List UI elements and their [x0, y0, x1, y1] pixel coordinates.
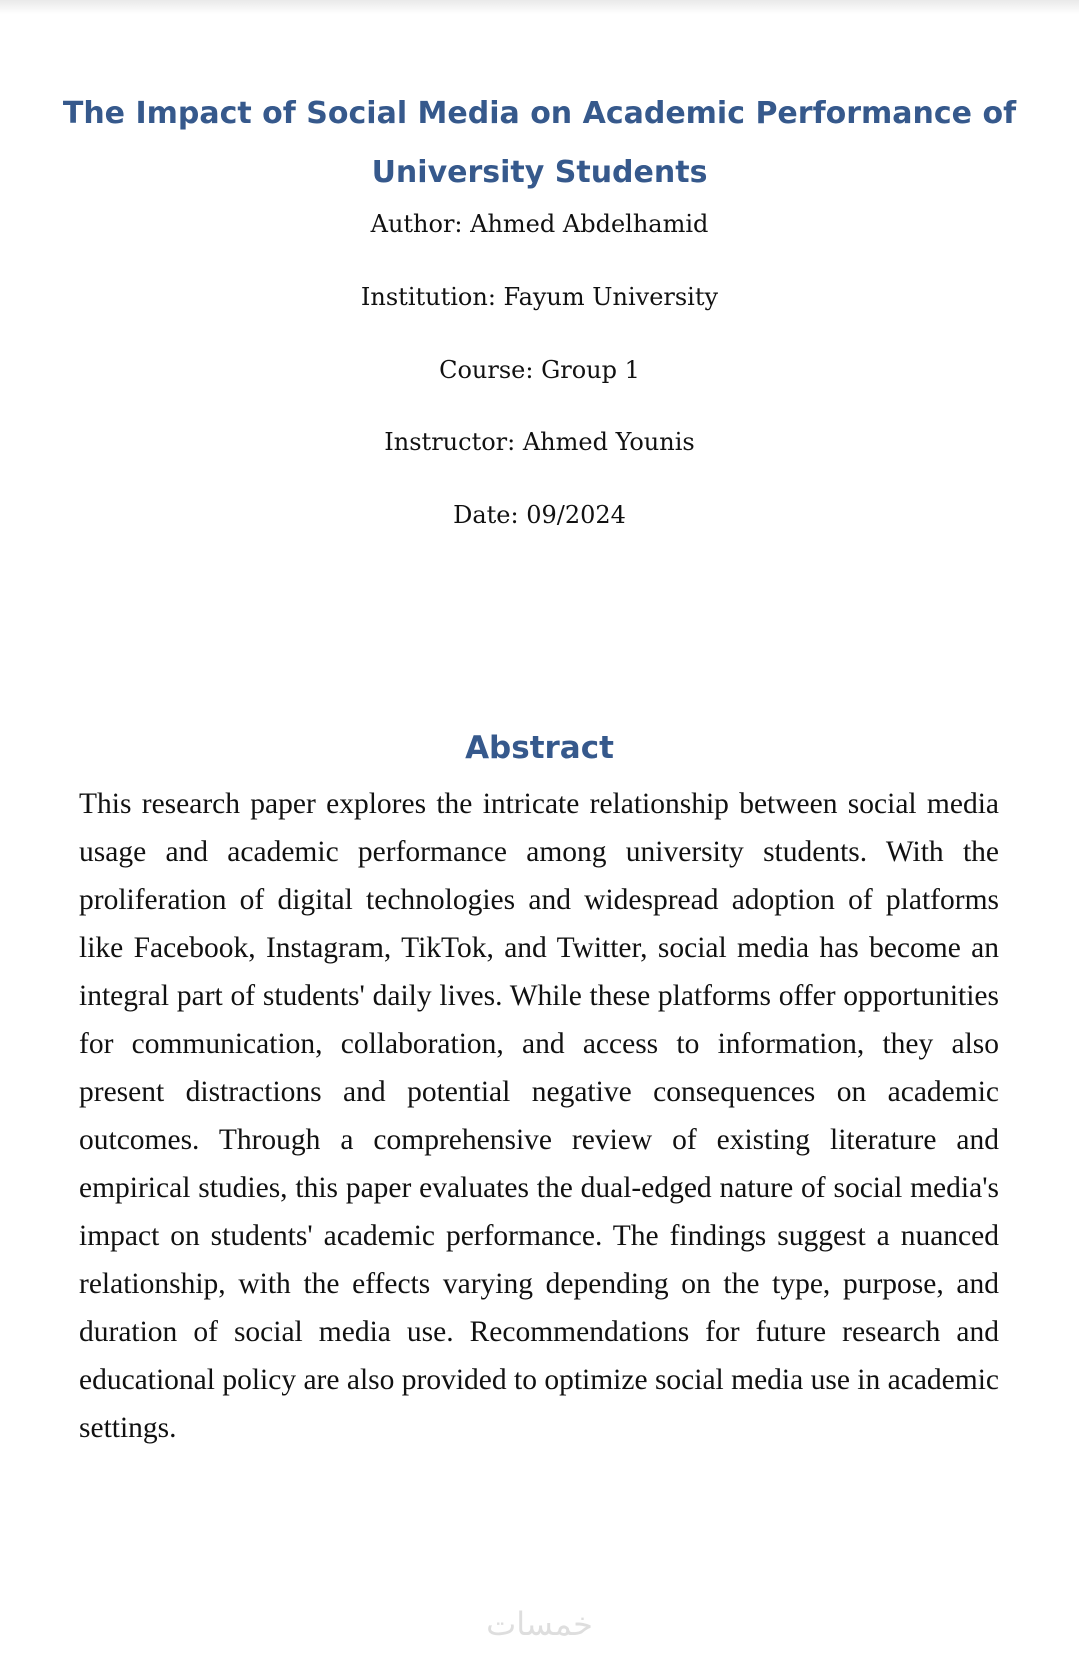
abstract-body: This research paper explores the intricate relationship between social media usage and academic performance among university students. With the proliferation of digital technologies and widespread adoption of platforms like Facebook, Instagram, TikTok, and Twitter, social media has become an integral part of students' daily lives. While these platforms offer opportunities for communication, collaboration, and access to information, they also present distractions and potential negative consequences on academic outcomes. Through a comprehensive review of existing literature and empirical studies, this paper evaluates the dual-edged nature of social media's impact on students' academic performance. The findings suggest a nuanced relationship, with the effects varying depending on the type, purpose, and duration of social media use. Recommendations for future research and educational policy are also provided to optimize social media use in academic settings. [79, 788, 999, 1444]
author-line: Author: Ahmed Abdelhamid [370, 210, 709, 238]
abstract-heading: Abstract [465, 730, 614, 766]
date-line: Date: 09/2024 [453, 501, 626, 529]
watermark-logo: خمسات [486, 1605, 593, 1643]
course-line: Course: Group 1 [439, 356, 640, 384]
paper-title: The Impact of Social Media on Academic Performance of University Students [62, 96, 1017, 190]
institution-line: Institution: Fayum University [360, 283, 719, 311]
instructor-line: Instructor: Ahmed Younis [384, 428, 695, 456]
